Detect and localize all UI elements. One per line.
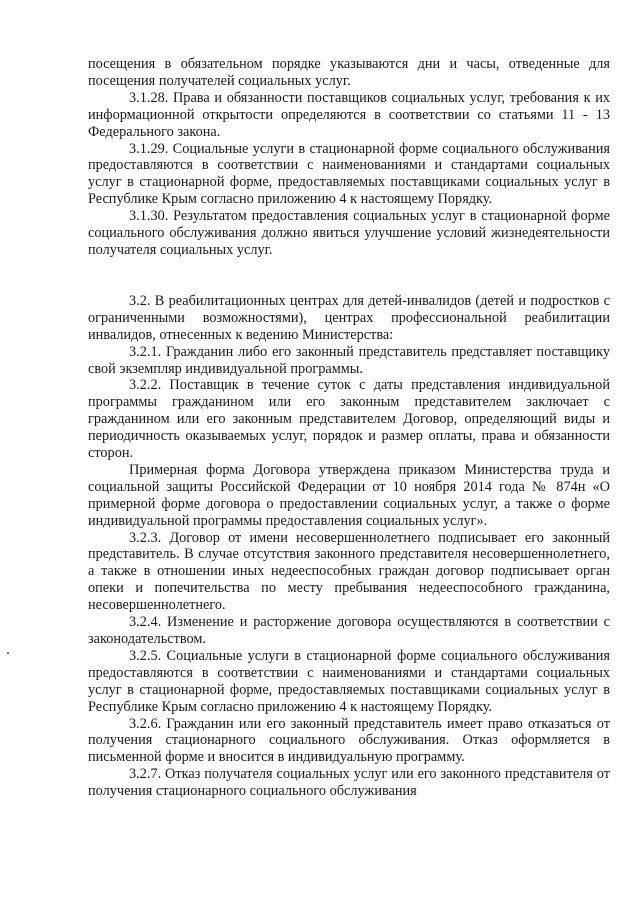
paragraph-3-2-4: 3.2.4. Изменение и расторжение договора осуществляются в соответствии с законодательством.: [88, 614, 610, 647]
paragraph-3-2-2: 3.2.2. Поставщик в течение суток с даты представления индивидуальной программы гражданином или его законным представителем заключает с гражданином или его законным представителем Договор, определяющий виды и периодичность оказываемых услуг, порядок и размер оплаты, права и обязанности сторон.: [88, 377, 610, 462]
paragraph-contract-form: Примерная форма Договора утверждена приказом Министерства труда и социальной защиты Российской Федерации от 10 ноября 2014 года № 874н «О примерной форме договора о предоставлении социальных услуг, а также о форме индивидуальной программы предоставления социальных услуг».: [88, 461, 610, 529]
paragraph-3-1-29: 3.1.29. Социальные услуги в стационарной форме социального обслуживания предоставляются в соответствии с наименованиями и стандартами социальных услуг в стационарной форме, предоставляемых поставщиками социальных услуг в Республике Крым согласно приложению 4 к настоящему Порядку.: [88, 140, 610, 208]
paragraph-3-2-3: 3.2.3. Договор от имени несовершеннолетнего подписывает его законный представитель. В случае отсутствия законного представителя несовершеннолетнего, а также в отношении иных недееспособных граждан договор подписывает орган опеки и попечительства по месту пребывания недееспособного гражданина, несовершеннолетнего.: [88, 529, 610, 614]
paragraph-3-2-6: 3.2.6. Гражданин или его законный представитель имеет право отказаться от получения стационарного социального обслуживания. Отказ оформляется в письменной форме и вносится в индивидуальную программу.: [88, 715, 610, 766]
section-spacer: [88, 259, 610, 293]
paragraph-continuation: посещения в обязательном порядке указываются дни и часы, отведенные для посещения получателей социальных услуг.: [88, 56, 610, 89]
paragraph-3-2-7: 3.2.7. Отказ получателя социальных услуг или его законного представителя от получения стационарного социального обслуживания: [88, 766, 610, 800]
paragraph-3-1-30: 3.1.30. Результатом предоставления социальных услуг в стационарной форме социального обслуживания должно явиться улучшение условий жизнедеятельности получателя социальных услуг.: [88, 208, 610, 258]
paragraph-3-2-1: 3.2.1. Гражданин либо его законный представитель представляет поставщику свой экземпляр индивидуальной программы.: [88, 343, 610, 377]
document-page: [88, 56, 610, 800]
paragraph-3-2-5: 3.2.5. Социальные услуги в стационарной форме социального обслуживания предоставляются в соответствии с наименованиями и стандартами социальных услуг в стационарной форме, предоставляемых поставщиками социальных услуг в Республике Крым согласно приложению 4 к настоящему Порядку.: [88, 647, 610, 715]
stray-mark: [7, 652, 9, 654]
paragraph-3-1-28: 3.1.28. Права и обязанности поставщиков социальных услуг, требования к их информационной открытости определяются в соответствии со статьями 11 - 13 Федерального закона.: [88, 89, 610, 140]
paragraph-3-2: 3.2. В реабилитационных центрах для детей-инвалидов (детей и подростков с ограниченными возможностями), центрах профессиональной реабилитации инвалидов, отнесенных к ведению Министерства:: [88, 292, 610, 343]
